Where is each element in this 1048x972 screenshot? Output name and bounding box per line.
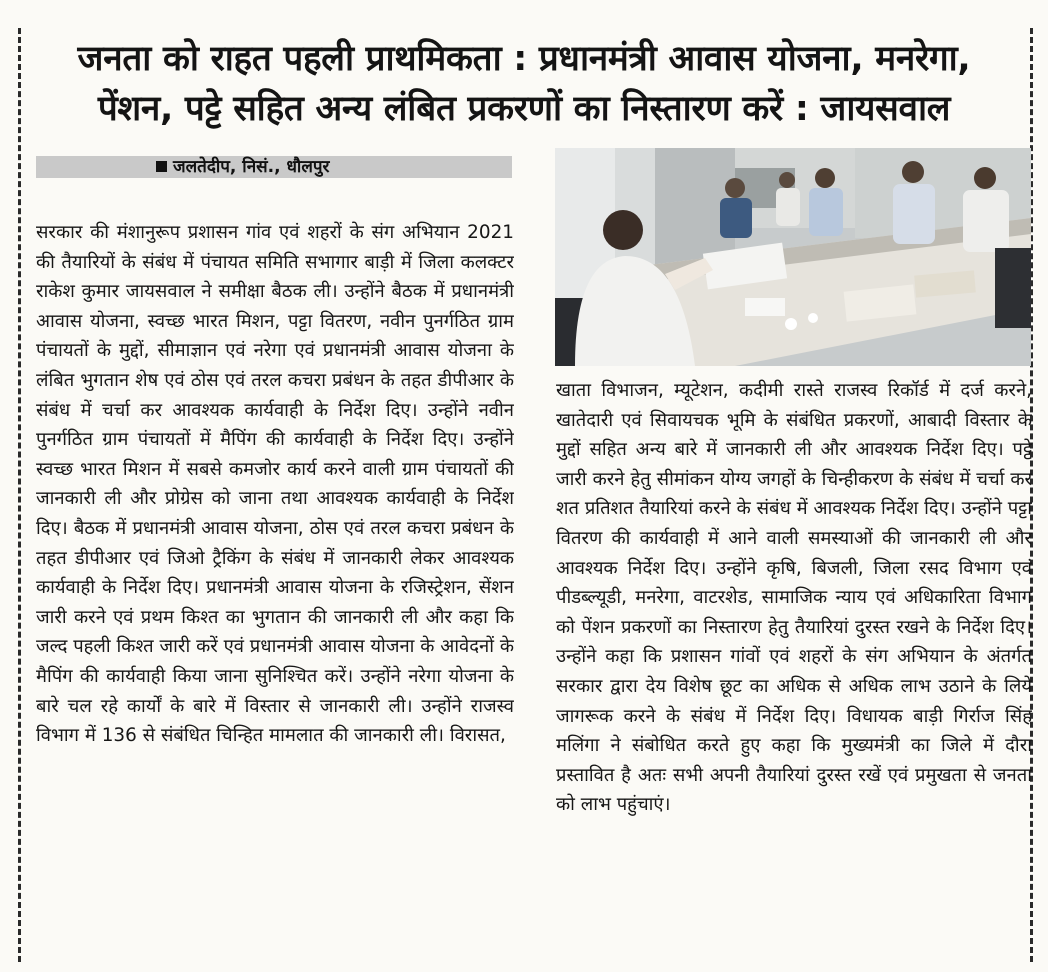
- meeting-photo-illustration: [555, 148, 1031, 366]
- left-column-dashed-border: [18, 28, 21, 962]
- headline-line-1: जनता को राहत पहली प्राथमिकता : प्रधानमंत्री आवास योजना, मनरेगा,: [77, 39, 971, 79]
- article-left-column: सरकार की मंशानुरूप प्रशासन गांव एवं शहरों के संग अभियान 2021 की तैयारियों के संबंध में पंचायत समिति सभागार बाड़ी में जिला कलक्टर राकेश कुमार जायसवाल ने समीक्षा बैठक ली। उन्होंने बैठक में प्रधानमंत्री आवास योजना, स्वच्छ भारत मिशन, पट्टा वितरण, नवीन पुनर्गठित ग्राम पंचायतों के मुद्दों, सीमाज्ञान एवं नरेगा एवं प्रधानमंत्री आवास योजना के लंबित भुगतान शेष एवं ठोस एवं तरल कचरा प्रबंधन के तहत डीपीआर के संबंध में चर्चा कर आवश्यक कार्यवाही के निर्देश दिए। उन्होंने नवीन पुनर्गठित ग्राम पंचायतों में मैपिंग की कार्यवाही के निर्देश दिए। उन्होंने स्वच्छ भारत मिशन में सबसे कमजोर कार्य करने वाली ग्राम पंचायतों की जानकारी ली और प्रोग्रेस को जाना तथा आवश्यक कार्यवाही के निर्देश दिए। बैठक में प्रधानमंत्री आवास योजना, ठोस एवं तरल कचरा प्रबंधन के तहत डीपीआर एवं जिओ ट्रैकिंग के संबंध में जानकारी लेकर आवश्यक कार्यवाही के निर्देश दिए। प्रधानमंत्री आवास योजना के रजिस्ट्रेशन, सेंशन जारी करने एवं प्रथम किश्त का भुगतान की जानकारी ली और कहा कि जल्द पहली किश्त जारी करें एवं प्रधानमंत्री आवास योजना के आवेदनों के मैपिंग की कार्यवाही किया जाना सुनिश्चित करें। उन्होंने नरेगा योजना के बारे चल रहे कार्यों के बारे में विस्तार से जानकारी ली। उन्होंने राजस्व विभाग में 136 से संबंधित चिन्हित मामलात की जानकारी ली। विरासत,: [36, 222, 514, 747]
- byline-band: [36, 156, 512, 178]
- article-right-column: खाता विभाजन, म्यूटेशन, कदीमी रास्ते राजस्व रिकॉर्ड में दर्ज करने, खातेदारी एवं सिवायचक भूमि के संबंधित प्रकरणों, आबादी विस्तार के मुद्दों सहित अन्य बारे में जानकारी ली और आवश्यक निर्देश दिए। पट्टे जारी करने हेतु सीमांकन योग्य जगहों के चिन्हीकरण के संबंध में चर्चा कर शत प्रतिशत तैयारियां करने के संबंध में आवश्यक निर्देश दिए। उन्होंने पट्टा वितरण की कार्यवाही में आने वाली समस्याओं की जानकारी ली और आवश्यक निर्देश दिए। उन्होंने कृषि, बिजली, जिला रसद विभाग एवं पीडब्ल्यूडी, मनरेगा, वाटरशेड, सामाजिक न्याय एवं अधिकारिता विभाग को पेंशन प्रकरणों का निस्तारण हेतु तैयारियां दुरस्त रखने के निर्देश दिए। उन्होंने कहा कि प्रशासन गांवों एवं शहरों के संग अभियान के अंतर्गत सरकार द्वारा देय विशेष छूट का अधिक से अधिक लाभ उठाने के लिये जागरूक करने के संबंध में निर्देश दिए। विधायक बाड़ी गिर्राज सिंह मलिंगा ने संबोधित करते हुए कहा कि मुख्यमंत्री का जिले में दौरा प्रस्तावित है अतः सभी अपनी तैयारियां दुरस्त रखें एवं प्रमुखता से जनता को लाभ पहुंचाएं।: [556, 380, 1032, 816]
- square-bullet-icon: [156, 161, 167, 172]
- meeting-photo: [555, 148, 1031, 366]
- article-headline: [22, 34, 1026, 134]
- headline-line-2: पेंशन, पट्टे सहित अन्य लंबित प्रकरणों का निस्तारण करें : जायसवाल: [97, 89, 951, 129]
- byline: [156, 156, 329, 178]
- byline-text: जलतेदीप, निसं., धौलपुर: [173, 157, 330, 177]
